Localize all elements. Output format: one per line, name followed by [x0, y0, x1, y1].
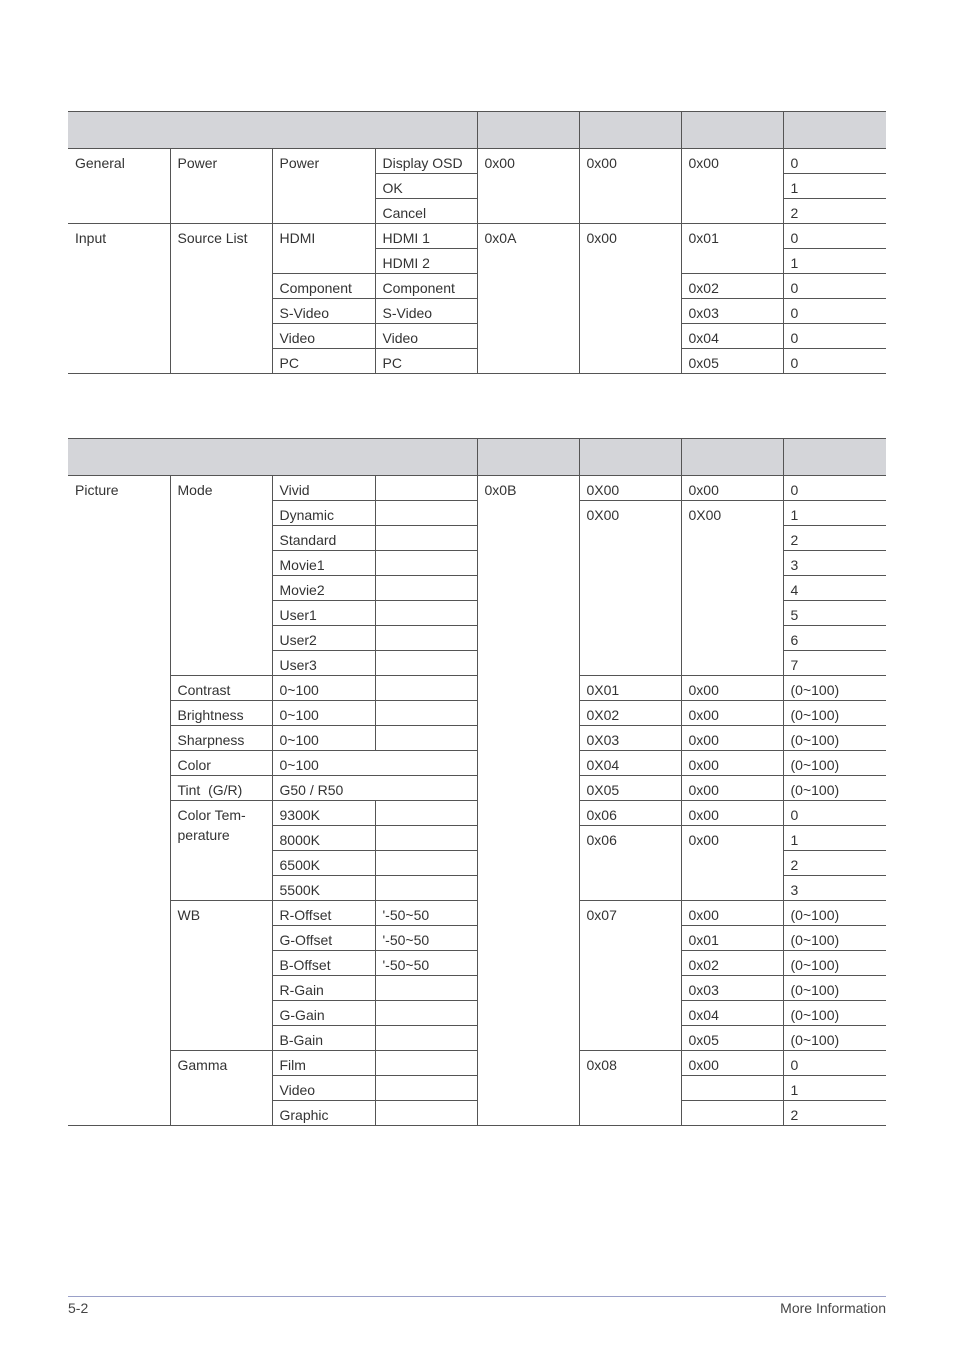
cell-ctrl: 0x05	[681, 349, 783, 374]
cell-ctrl: 0x05	[681, 1026, 783, 1051]
cell-ctrl: 0x00	[681, 1051, 783, 1076]
cell-ctrl: 0x00	[681, 676, 783, 701]
cell-option	[375, 676, 477, 701]
cell-source-list: Source List	[170, 224, 272, 374]
cell-color: Color	[170, 751, 272, 776]
cell-value: 3	[783, 876, 886, 901]
cell-value: 0	[783, 1051, 886, 1076]
cell-value: 1	[783, 1076, 886, 1101]
header-cell-ctrl	[681, 439, 783, 476]
cell-general: General	[68, 149, 170, 224]
cell-value: (0~100)	[783, 976, 886, 1001]
header-cell-cmd	[477, 439, 579, 476]
table-header-row	[68, 112, 886, 149]
cell-option: PC	[375, 349, 477, 374]
header-cell-category	[68, 112, 477, 149]
cell-item: B-Offset	[272, 951, 375, 976]
cell-sub: 0X01	[579, 676, 681, 701]
table-row	[68, 149, 886, 174]
cell-option	[375, 601, 477, 626]
cell-value: 1	[783, 501, 886, 526]
cell-input: Input	[68, 224, 170, 374]
cell-item: 0~100	[272, 751, 477, 776]
header-cell-value	[783, 112, 886, 149]
table-row	[68, 224, 886, 249]
cell-item: Vivid	[272, 476, 375, 501]
cell-value: (0~100)	[783, 726, 886, 751]
cell-value: (0~100)	[783, 776, 886, 801]
cell-value: 3	[783, 551, 886, 576]
cell-sub: 0X05	[579, 776, 681, 801]
cell-ctrl: 0x00	[681, 776, 783, 801]
cell-value: 7	[783, 651, 886, 676]
cell-option: HDMI 1	[375, 224, 477, 249]
cell-value: 1	[783, 174, 886, 199]
cell-value: 0	[783, 801, 886, 826]
cell-sub: 0x07	[579, 901, 681, 1051]
cell-option	[375, 626, 477, 651]
cell-value: 1	[783, 249, 886, 274]
cell-ctrl: 0x01	[681, 926, 783, 951]
cell-ctrl: 0x00	[681, 826, 783, 901]
cell-option	[375, 826, 477, 851]
cell-ctrl: 0x03	[681, 976, 783, 1001]
cell-item: User3	[272, 651, 375, 676]
cell-item: 5500K	[272, 876, 375, 901]
header-cell-sub	[579, 112, 681, 149]
cell-item: R-Offset	[272, 901, 375, 926]
cell-option	[375, 651, 477, 676]
header-cell-sub	[579, 439, 681, 476]
color-temp-label-line2: perature	[177, 827, 230, 843]
cell-item: S-Video	[272, 299, 375, 324]
cell-sub: 0X00	[579, 501, 681, 676]
cell-sub: 0x06	[579, 826, 681, 901]
cell-value: 6	[783, 626, 886, 651]
cell-option	[375, 576, 477, 601]
cell-wb: WB	[170, 901, 272, 1051]
cell-value: 2	[783, 1101, 886, 1126]
cell-item: Video	[272, 324, 375, 349]
cell-item: B-Gain	[272, 1026, 375, 1051]
cell-cmd: 0x00	[477, 149, 579, 224]
cell-item: Film	[272, 1051, 375, 1076]
command-table-general-input	[68, 111, 886, 374]
cell-value: (0~100)	[783, 701, 886, 726]
cell-option: Cancel	[375, 199, 477, 224]
cell-cmd: 0x0A	[477, 224, 579, 374]
cell-cmd: 0x0B	[477, 476, 579, 1126]
cell-value: 0	[783, 349, 886, 374]
cell-option	[375, 476, 477, 501]
cell-value: 0	[783, 299, 886, 324]
cell-power-item: Power	[272, 149, 375, 224]
cell-ctrl: 0x04	[681, 324, 783, 349]
cell-brightness: Brightness	[170, 701, 272, 726]
table-header-row	[68, 439, 886, 476]
cell-option: HDMI 2	[375, 249, 477, 274]
cell-value: (0~100)	[783, 926, 886, 951]
cell-color-temperature	[170, 801, 272, 901]
cell-ctrl: 0X00	[681, 501, 783, 676]
cell-item: 0~100	[272, 701, 375, 726]
cell-item: Dynamic	[272, 501, 375, 526]
cell-item: 0~100	[272, 676, 375, 701]
cell-ctrl: 0x02	[681, 951, 783, 976]
cell-power-group: Power	[170, 149, 272, 224]
cell-contrast: Contrast	[170, 676, 272, 701]
cell-option	[375, 976, 477, 1001]
cell-option: '-50~50	[375, 926, 477, 951]
cell-ctrl: 0x00	[681, 701, 783, 726]
cell-ctrl	[681, 1076, 783, 1101]
cell-sub: 0x08	[579, 1051, 681, 1126]
cell-item: Component	[272, 274, 375, 299]
cell-option	[375, 1051, 477, 1076]
cell-value: 0	[783, 324, 886, 349]
cell-item: 0~100	[272, 726, 375, 751]
color-temp-label-line1: Color Tem-	[177, 807, 246, 823]
cell-value: 0	[783, 274, 886, 299]
cell-ctrl: 0x00	[681, 751, 783, 776]
cell-value: (0~100)	[783, 751, 886, 776]
cell-item: Movie1	[272, 551, 375, 576]
cell-sub: 0X00	[579, 476, 681, 501]
cell-mode: Mode	[170, 476, 272, 676]
cell-value: (0~100)	[783, 901, 886, 926]
cell-sharpness: Sharpness	[170, 726, 272, 751]
cell-ctrl	[681, 1101, 783, 1126]
cell-option: Video	[375, 324, 477, 349]
cell-item: User2	[272, 626, 375, 651]
cell-option	[375, 551, 477, 576]
cell-value: 0	[783, 476, 886, 501]
cell-value: 4	[783, 576, 886, 601]
cell-option	[375, 526, 477, 551]
cell-option	[375, 1026, 477, 1051]
cell-value: 0	[783, 149, 886, 174]
cell-sub: 0x00	[579, 224, 681, 374]
cell-value: 2	[783, 526, 886, 551]
header-cell-category	[68, 439, 477, 476]
cell-value: 1	[783, 826, 886, 851]
cell-ctrl: 0x04	[681, 1001, 783, 1026]
cell-ctrl: 0x01	[681, 224, 783, 274]
cell-option	[375, 851, 477, 876]
cell-option	[375, 701, 477, 726]
cell-item: G-Offset	[272, 926, 375, 951]
cell-option: '-50~50	[375, 951, 477, 976]
cell-item: 8000K	[272, 826, 375, 851]
cell-option	[375, 501, 477, 526]
header-cell-ctrl	[681, 112, 783, 149]
cell-sub: 0X02	[579, 701, 681, 726]
cell-value: (0~100)	[783, 1026, 886, 1051]
cell-item: Graphic	[272, 1101, 375, 1126]
cell-value: (0~100)	[783, 676, 886, 701]
cell-sub: 0X04	[579, 751, 681, 776]
cell-item: 9300K	[272, 801, 375, 826]
cell-item: PC	[272, 349, 375, 374]
cell-option: S-Video	[375, 299, 477, 324]
cell-ctrl: 0x00	[681, 801, 783, 826]
cell-ctrl: 0x00	[681, 476, 783, 501]
cell-ctrl: 0x00	[681, 901, 783, 926]
cell-value: 0	[783, 224, 886, 249]
cell-item: 6500K	[272, 851, 375, 876]
cell-option: OK	[375, 174, 477, 199]
cell-value: 5	[783, 601, 886, 626]
cell-option	[375, 1101, 477, 1126]
cell-sub: 0x06	[579, 801, 681, 826]
page-number: 5-2	[68, 1300, 89, 1316]
cell-sub: 0X03	[579, 726, 681, 751]
cell-value: 2	[783, 851, 886, 876]
cell-ctrl: 0x00	[681, 149, 783, 224]
cell-option: Component	[375, 274, 477, 299]
cell-sub: 0x00	[579, 149, 681, 224]
cell-value: (0~100)	[783, 1001, 886, 1026]
cell-option	[375, 1001, 477, 1026]
cell-ctrl: 0x00	[681, 726, 783, 751]
cell-tint: Tint (G/R)	[170, 776, 272, 801]
footer-divider	[68, 1296, 886, 1297]
cell-item: R-Gain	[272, 976, 375, 1001]
cell-picture: Picture	[68, 476, 170, 1126]
cell-option	[375, 726, 477, 751]
cell-ctrl: 0x03	[681, 299, 783, 324]
cell-option: Display OSD	[375, 149, 477, 174]
cell-item: User1	[272, 601, 375, 626]
cell-value: 2	[783, 199, 886, 224]
cell-gamma: Gamma	[170, 1051, 272, 1126]
header-cell-cmd	[477, 112, 579, 149]
cell-value: (0~100)	[783, 951, 886, 976]
cell-item: Movie2	[272, 576, 375, 601]
cell-item: Standard	[272, 526, 375, 551]
cell-hdmi: HDMI	[272, 224, 375, 274]
footer-section-title: More Information	[780, 1300, 886, 1316]
cell-item: Video	[272, 1076, 375, 1101]
cell-option	[375, 801, 477, 826]
header-cell-value	[783, 439, 886, 476]
command-table-picture	[68, 438, 886, 1126]
cell-option: '-50~50	[375, 901, 477, 926]
cell-item: G50 / R50	[272, 776, 477, 801]
cell-ctrl: 0x02	[681, 274, 783, 299]
cell-option	[375, 1076, 477, 1101]
cell-item: G-Gain	[272, 1001, 375, 1026]
table-row	[68, 476, 886, 501]
cell-option	[375, 876, 477, 901]
